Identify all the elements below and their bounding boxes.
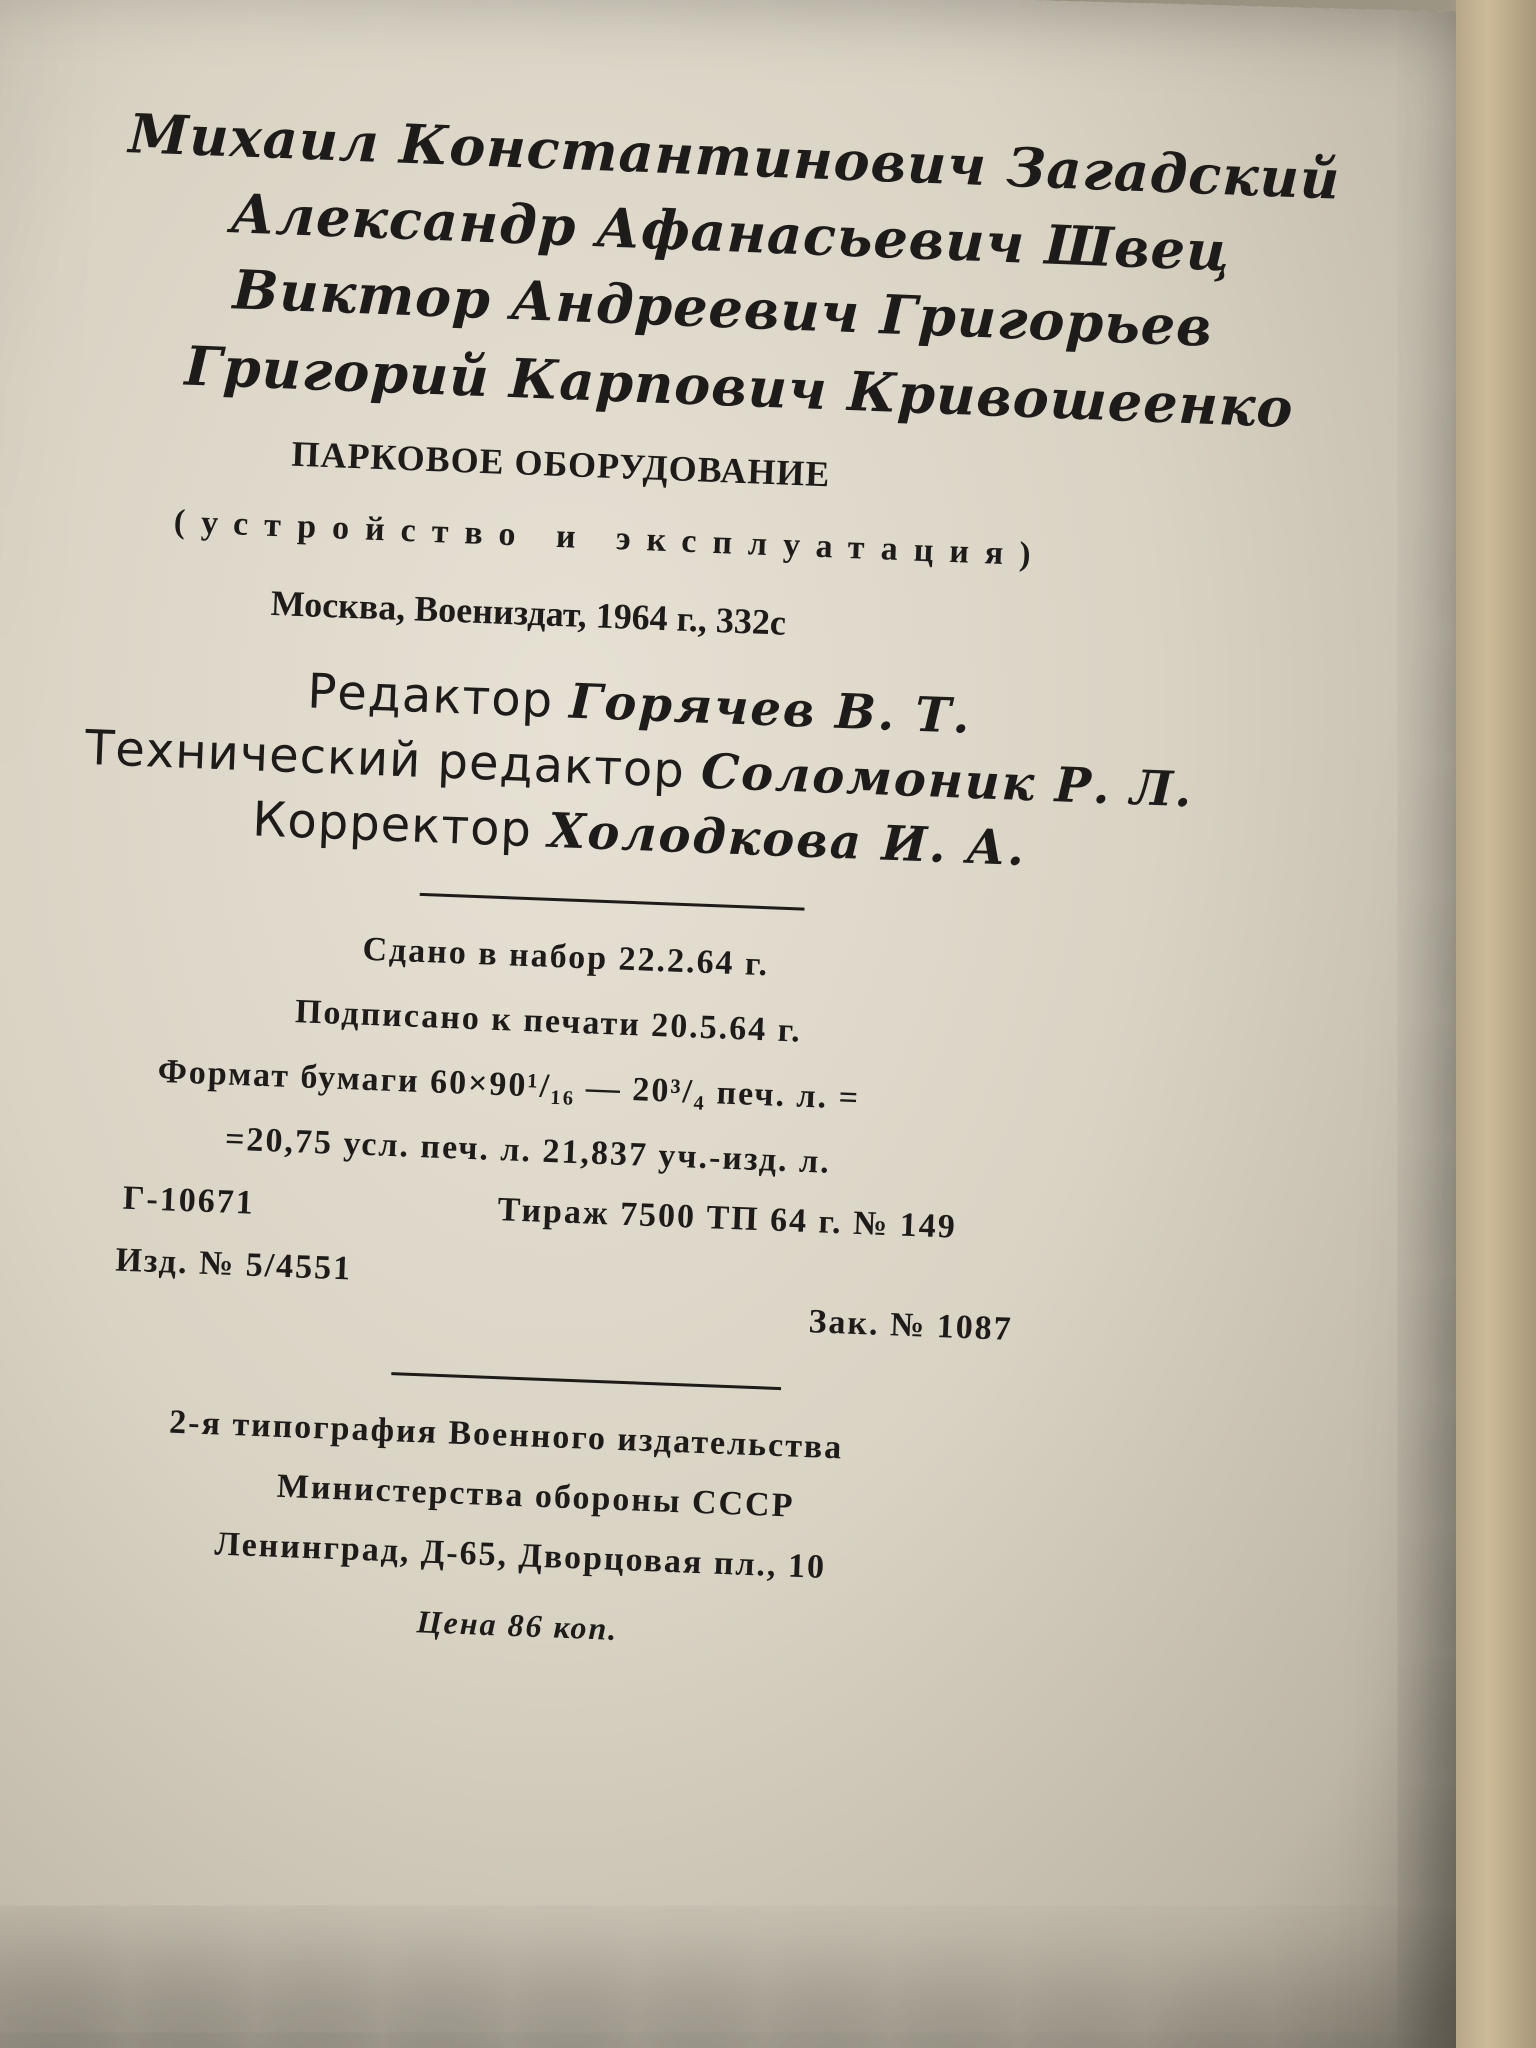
credit-role: Редактор: [306, 663, 555, 729]
paper-format: Формат бумаги 60×90¹/₁₆ — 20³/₄ печ. л. =: [157, 1052, 861, 1117]
credit-name: Холодкова И. А.: [547, 802, 1028, 878]
book-title: ПАРКОВОЕ ОБОРУДОВАНИЕ: [290, 433, 832, 495]
printer-line: Министерства обороны СССР: [276, 1467, 796, 1525]
author-line: Виктор Андреевич Григорьев: [231, 257, 1214, 359]
credit-role: Корректор: [251, 791, 534, 859]
price: Цена 86 коп.: [416, 1603, 620, 1648]
credit-tech-editor: [84, 720, 1195, 819]
printer-address: Ленинград, Д-65, Дворцовая пл., 10: [213, 1525, 827, 1586]
print-run: Тираж 7500 ТП 64 г. № 149: [496, 1191, 958, 1246]
divider-rule: [391, 1372, 781, 1390]
signed-date: Подписано к печати 20.5.64 г.: [294, 993, 803, 1050]
printer-line: 2-я типография Военного издательства: [168, 1403, 844, 1467]
publication-info: Москва, Воениздат, 1964 г., 332с: [270, 582, 787, 643]
credit-role: Технический редактор: [84, 719, 686, 799]
code: Г-10671: [122, 1179, 256, 1222]
typeset-date: Сдано в набор 22.2.64 г.: [361, 930, 770, 984]
edition-number: Изд. № 5/4551: [114, 1241, 353, 1288]
credit-name: Соломоник Р. Л.: [700, 743, 1195, 819]
divider-rule: [420, 893, 805, 911]
author-line: Михаил Константинович Загадский: [127, 101, 1342, 212]
book-subtitle: (устройство и эксплуатация): [173, 503, 1048, 574]
author-line: Александр Афанасьевич Швец: [229, 181, 1232, 284]
author-line: Григорий Карпович Кривошеенко: [183, 333, 1295, 441]
order-number: Зак. № 1087: [807, 1303, 1014, 1348]
paper-format-cont: =20,75 усл. печ. л. 21,837 уч.-изд. л.: [224, 1120, 832, 1181]
credit-name: Горячев В. Т.: [568, 673, 973, 745]
